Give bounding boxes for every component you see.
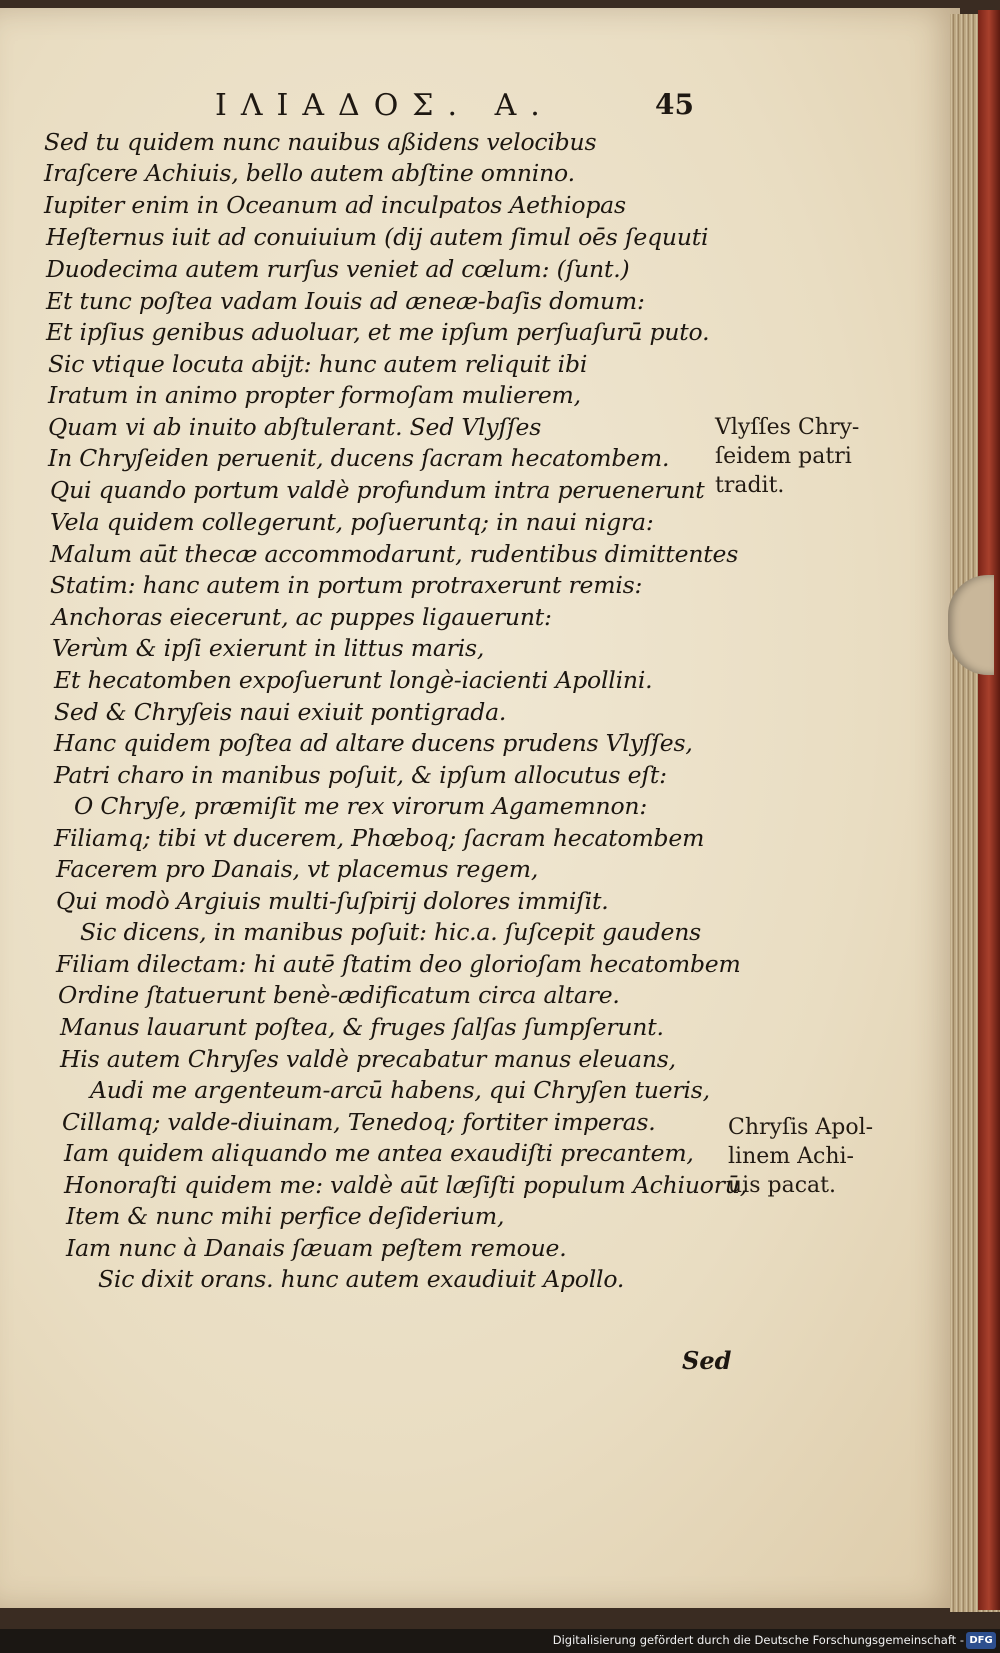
verse-line: Sic vtique locuta abijt: hunc autem reliquit ibi <box>48 350 588 378</box>
verse-line: Duodecima autem rurſus veniet ad cœlum: (ſunt.) <box>46 255 630 283</box>
verse-line: Sic dixit orans. hunc autem exaudiuit Apollo. <box>98 1265 625 1293</box>
funding-credit: Digitalisierung gefördert durch die Deutsche Forschungsgemeinschaft - <box>552 1633 964 1647</box>
margin-note-ulysses: Vlyſſes Chry- ſeidem patri tradit. <box>715 415 860 498</box>
verse-line: Et hecatomben expoſuerunt longè-iacienti Apollini. <box>54 666 653 694</box>
folio-number: 45 <box>655 88 694 121</box>
verse-line: Qui modò Argiuis multi-ſuſpirij dolores immiſit. <box>56 887 609 915</box>
verse-line: Iam quidem aliquando me antea exaudiſti precantem, <box>64 1139 694 1167</box>
verse-line: In Chryſeiden peruenit, ducens ſacram hecatombem. <box>48 444 670 472</box>
verse-line: Audi me argenteum-arcū habens, qui Chryſen tueris, <box>90 1076 710 1104</box>
verse-line: Facerem pro Danais, vt placemus regem, <box>56 855 539 883</box>
verse-line: Sic dicens, in manibus poſuit: hic.a. ſuſcepit gaudens <box>80 918 701 946</box>
margin-note-chryses: Chryſis Apol- linem Achi- uis pacat. <box>728 1115 874 1198</box>
verse-line: Quam vi ab inuito abſtulerant. Sed Vlyſſes <box>48 413 542 441</box>
verse-line: Manus lauarunt poſtea, & fruges ſalſas ſumpſerunt. <box>60 1013 664 1041</box>
verse-line: Hanc quidem poſtea ad altare ducens prudens Vlyſſes, <box>54 729 693 757</box>
verse-line: O Chryſe, præmiſit me rex virorum Agamemnon: <box>74 792 648 820</box>
book-binding-edge <box>978 10 1000 1610</box>
verse-line: Sed & Chryſeis naui exiuit pontigrada. <box>54 698 507 726</box>
verse-line: Item & nunc mihi perfice deſiderium, <box>66 1202 505 1230</box>
verse-line: Statim: hanc autem in portum protraxerunt remis: <box>50 571 643 599</box>
verse-line: Iupiter enim in Oceanum ad inculpatos Aethiopas <box>44 191 626 219</box>
digitization-footer <box>0 1629 1000 1653</box>
verse-line: Ordine ſtatuerunt benè-ædificatum circa altare. <box>58 981 620 1009</box>
catchword: Sed <box>682 1346 732 1375</box>
verse-line: Iraſcere Achiuis, bello autem abſtine omnino. <box>44 159 575 187</box>
verse-line: Heſternus iuit ad conuiuium (dij autem ſimul oēs ſequuti <box>46 223 709 251</box>
verse-line: Iam nunc à Danais ſæuam peſtem remoue. <box>66 1234 567 1262</box>
verse-line: Sed tu quidem nunc nauibus aßidens velocibus <box>44 128 597 156</box>
verse-line: Anchoras eiecerunt, ac puppes ligauerunt: <box>52 603 552 631</box>
verse-line: Qui quando portum valdè profundum intra peruenerunt <box>50 476 705 504</box>
verse-line: Patri charo in manibus poſuit, & ipſum allocutus eſt: <box>54 761 667 789</box>
verse-line: His autem Chryſes valdè precabatur manus eleuans, <box>60 1045 676 1073</box>
verse-line: Filiam dilectam: hi autē ſtatim deo glorioſam hecatombem <box>56 950 741 978</box>
verse-line: Filiamq; tibi vt ducerem, Phœboq; ſacram hecatombem <box>54 824 705 852</box>
verse-line: Iratum in animo propter formoſam mulierem, <box>48 381 581 409</box>
verse-line: Vela quidem collegerunt, poſueruntq; in naui nigra: <box>50 508 654 536</box>
book-page <box>0 8 960 1608</box>
verse-line: Honoraſti quidem me: valdè aūt læſiſti populum Achiuorū, <box>64 1171 747 1199</box>
verse-line: Verùm & ipſi exierunt in littus maris, <box>52 634 485 662</box>
verse-line: Malum aūt thecæ accommodarunt, rudentibus dimittentes <box>50 540 739 568</box>
verse-line: Et tunc poſtea vadam Iouis ad æneæ-baſis domum: <box>46 287 645 315</box>
verse-line: Et ipſius genibus aduoluar, et me ipſum perſuaſurū puto. <box>46 318 710 346</box>
dfg-logo-icon: DFG <box>966 1632 996 1649</box>
verse-line: Cillamq; valde-diuinam, Tenedoq; fortiter imperas. <box>62 1108 656 1136</box>
page-header <box>0 88 960 128</box>
running-head: ΙΛΙΑΔΟΣ. Α. <box>215 88 554 123</box>
